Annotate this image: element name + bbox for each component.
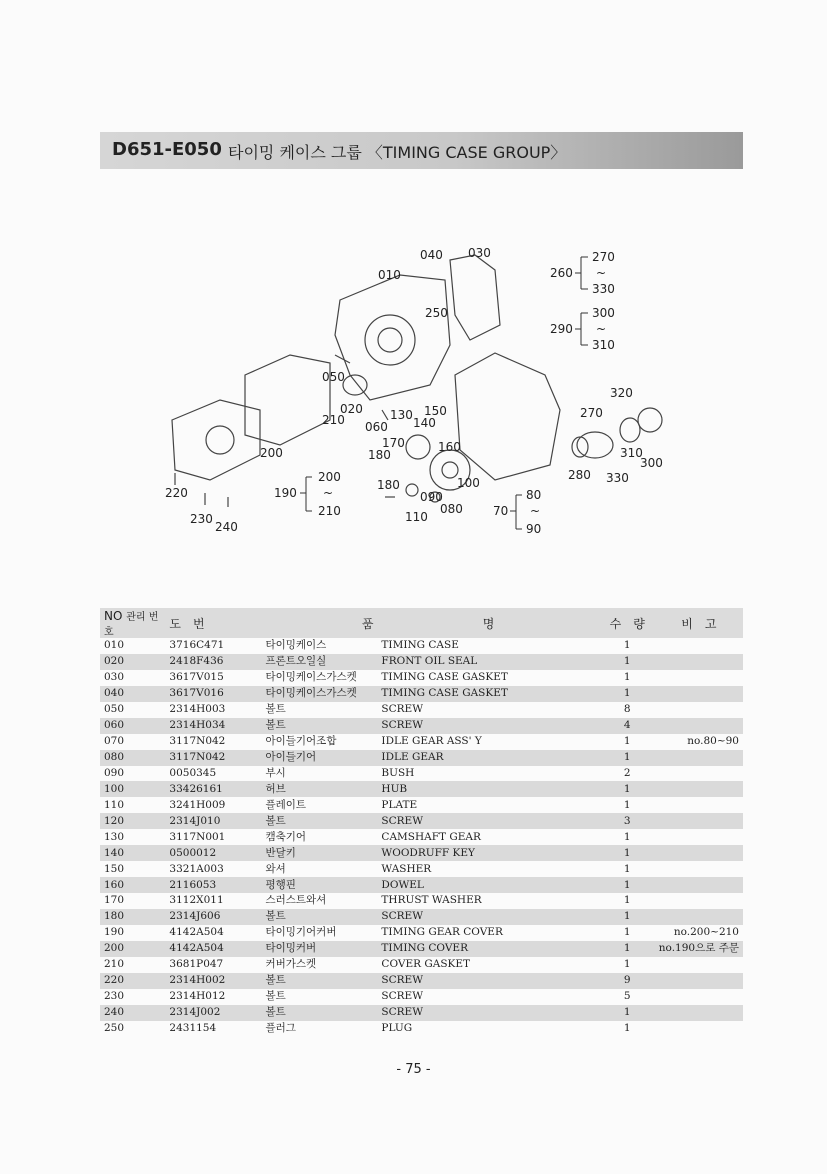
svg-text:~: ~	[323, 486, 334, 500]
svg-text:~: ~	[596, 322, 607, 336]
cell-no: 030	[104, 671, 125, 684]
cell-kr: 허브	[261, 781, 377, 797]
cell-qty: 1	[600, 686, 655, 702]
label-030: 030	[468, 246, 491, 260]
table-row	[100, 973, 743, 989]
cell-en: SCREW	[377, 813, 599, 829]
cell-rem	[655, 718, 743, 734]
cell-code: 4142A504	[165, 941, 261, 957]
header-no: NO 관리 번호	[100, 608, 165, 638]
cell-qty: 1	[623, 958, 631, 971]
cell-en: TIMING COVER	[377, 941, 599, 957]
cell-kr: 볼트	[265, 703, 286, 716]
camshaft-gear	[406, 435, 430, 459]
label-260-to: 330	[592, 282, 615, 296]
table-row	[100, 766, 743, 782]
cell-en: TIMING GEAR COVER	[381, 926, 503, 939]
cell-no: 200	[100, 941, 165, 957]
cell-rem	[655, 766, 743, 782]
cell-no: 170	[104, 894, 125, 907]
cell-kr: 볼트	[261, 973, 377, 989]
timing-case-gasket	[450, 255, 500, 340]
cell-no: 240	[100, 1005, 165, 1021]
label-080: 080	[440, 502, 463, 516]
cell-kr: 플레이트	[265, 798, 307, 811]
cell-code: 2314J002	[165, 1005, 261, 1021]
table-row	[100, 813, 743, 829]
cell-rem: no.190으로 주문	[655, 941, 743, 957]
cell-no: 040	[100, 686, 165, 702]
label-330: 330	[606, 471, 629, 485]
label-320: 320	[610, 386, 633, 400]
label-190-to: 210	[318, 504, 341, 518]
cell-rem	[655, 654, 743, 670]
cell-qty: 1	[623, 1021, 631, 1034]
cell-rem	[655, 702, 743, 718]
cell-rem	[655, 781, 743, 797]
cell-en: FRONT OIL SEAL	[377, 654, 599, 670]
label-020: 020	[340, 402, 363, 416]
cell-qty: 1	[600, 654, 655, 670]
cell-no: 140	[100, 845, 165, 861]
cell-qty: 1	[623, 735, 631, 748]
cell-rem	[655, 797, 743, 813]
cell-code: 2418F436	[165, 654, 261, 670]
cell-code: 2314H002	[165, 973, 261, 989]
svg-text:~: ~	[530, 504, 541, 518]
cell-en: CAMSHAFT GEAR	[381, 830, 481, 843]
cell-rem	[655, 861, 743, 877]
cell-rem	[655, 973, 743, 989]
label-70: 70	[493, 504, 509, 518]
cell-no: 020	[100, 654, 165, 670]
cell-kr: 프론트오일실	[261, 654, 377, 670]
label-240: 240	[215, 520, 238, 534]
table-row	[100, 957, 743, 973]
cell-kr: 볼트	[261, 1005, 377, 1021]
label-300: 300	[640, 456, 663, 470]
cell-en: THRUST WASHER	[381, 894, 482, 907]
cell-no: 100	[100, 781, 165, 797]
timing-gear-cover	[172, 400, 260, 480]
cell-no: 110	[104, 798, 125, 811]
header-remarks: 비 고	[655, 608, 743, 638]
label-290: 290	[550, 322, 573, 336]
label-130: 130	[390, 408, 413, 422]
cell-en: SCREW	[381, 990, 424, 1003]
cell-en: IDLE GEAR	[377, 750, 599, 766]
cell-no: 210	[104, 958, 125, 971]
cell-rem	[655, 750, 743, 766]
label-210: 210	[322, 413, 345, 427]
table-row	[100, 750, 743, 766]
label-290-to: 310	[592, 338, 615, 352]
cell-code: 2116053	[165, 877, 261, 893]
cover-gasket	[245, 355, 330, 445]
cell-qty: 8	[623, 703, 631, 716]
cell-kr: 타이밍커버	[261, 941, 377, 957]
label-70-from: 80	[526, 488, 542, 502]
label-230: 230	[190, 512, 213, 526]
label-280: 280	[568, 468, 591, 482]
exploded-parts-diagram	[150, 235, 680, 545]
section-code: D651-E050	[112, 139, 222, 160]
cell-kr: 볼트	[261, 813, 377, 829]
cell-code: 2314J010	[165, 813, 261, 829]
table-row	[100, 686, 743, 702]
label-110: 110	[405, 510, 428, 524]
cell-qty: 1	[623, 862, 631, 875]
cell-no: 080	[100, 750, 165, 766]
cell-no: 130	[104, 830, 125, 843]
engine-block	[455, 353, 560, 480]
cell-code: 3241H009	[169, 798, 226, 811]
cell-rem	[655, 670, 743, 686]
table-row	[100, 941, 743, 957]
parts-table-body	[100, 638, 743, 1036]
cell-en: HUB	[377, 781, 599, 797]
cell-code: 0500012	[165, 845, 261, 861]
cell-no: 090	[104, 766, 125, 779]
cell-no: 050	[104, 703, 125, 716]
table-row	[100, 829, 743, 845]
timing-case	[335, 275, 450, 400]
label-160: 160	[438, 440, 461, 454]
cell-rem	[655, 909, 743, 925]
section-title: 타이밍 케이스 그룹 〈TIMING CASE GROUP〉	[228, 143, 567, 162]
cell-en: DOWEL	[377, 877, 599, 893]
table-row	[100, 654, 743, 670]
cell-no: 060	[100, 718, 165, 734]
table-row	[100, 670, 743, 686]
label-040: 040	[420, 248, 443, 262]
cell-rem	[655, 686, 743, 702]
cell-code: 2314H034	[165, 718, 261, 734]
label-060: 060	[365, 420, 388, 434]
cell-qty: 2	[623, 766, 631, 779]
cell-code: 0050345	[169, 766, 217, 779]
table-row	[100, 893, 743, 909]
label-220: 220	[165, 486, 188, 500]
cell-code: 3716C471	[169, 639, 225, 652]
cell-en: IDLE GEAR ASS' Y	[381, 735, 482, 748]
cell-qty: 1	[600, 877, 655, 893]
label-270: 270	[580, 406, 603, 420]
label-190-from: 200	[318, 470, 341, 484]
cell-rem	[655, 989, 743, 1005]
table-row	[100, 989, 743, 1005]
cell-qty: 1	[623, 798, 631, 811]
table-row	[100, 925, 743, 941]
label-180a: 180	[368, 448, 391, 462]
cell-kr: 볼트	[261, 718, 377, 734]
cell-en: SCREW	[377, 909, 599, 925]
svg-text:~: ~	[596, 266, 607, 280]
cell-kr: 평행핀	[261, 877, 377, 893]
cell-en: WASHER	[381, 862, 432, 875]
cell-no: 180	[100, 909, 165, 925]
cell-qty: 1	[623, 894, 631, 907]
header-name-kr: 품	[261, 608, 377, 638]
cell-en: PLUG	[381, 1021, 413, 1034]
cell-en: SCREW	[377, 973, 599, 989]
cell-no: 190	[104, 926, 125, 939]
cell-qty: 1	[623, 671, 631, 684]
cell-qty: 1	[600, 1005, 655, 1021]
cell-no: 010	[104, 639, 125, 652]
cell-rem	[655, 813, 743, 829]
cell-en: SCREW	[381, 703, 424, 716]
cell-rem	[655, 638, 743, 654]
label-170: 170	[382, 436, 405, 450]
label-200: 200	[260, 446, 283, 460]
cell-kr: 타이밍기어커버	[265, 926, 337, 939]
cell-no: 150	[104, 862, 125, 875]
label-150: 150	[424, 404, 447, 418]
cell-kr: 타이밍케이스	[265, 639, 327, 652]
label-310: 310	[620, 446, 643, 460]
table-row	[100, 861, 743, 877]
cell-qty: 1	[600, 941, 655, 957]
cell-kr: 타이밍케이스가스켓	[265, 671, 357, 684]
cell-en: SCREW	[377, 718, 599, 734]
cell-qty: 1	[623, 926, 631, 939]
cell-kr: 플러그	[265, 1021, 296, 1034]
cell-code: 2314H012	[169, 990, 226, 1003]
label-100: 100	[457, 476, 480, 490]
cell-kr: 아이들기어조합	[265, 735, 337, 748]
cell-en: TIMING CASE GASKET	[381, 671, 508, 684]
cell-qty: 1	[623, 639, 631, 652]
cell-no: 160	[100, 877, 165, 893]
label-190: 190	[274, 486, 297, 500]
cell-rem	[655, 1005, 743, 1021]
label-70-to: 90	[526, 522, 542, 536]
cell-kr: 부시	[265, 766, 286, 779]
cell-en: WOODRUFF KEY	[377, 845, 599, 861]
table-row	[100, 734, 743, 750]
cell-kr: 스러스트와셔	[265, 894, 327, 907]
cell-qty: 1	[600, 845, 655, 861]
cell-code: 3321A003	[169, 862, 224, 875]
cell-rem	[655, 957, 743, 973]
label-290-from: 300	[592, 306, 615, 320]
cell-no: 070	[104, 735, 125, 748]
parts-table	[100, 608, 743, 1036]
label-180b: 180	[377, 478, 400, 492]
cell-no: 230	[104, 990, 125, 1003]
cell-code: 3617V015	[169, 671, 224, 684]
label-140: 140	[413, 416, 436, 430]
table-row	[100, 877, 743, 893]
table-row	[100, 1021, 743, 1037]
cell-en: SCREW	[377, 1005, 599, 1021]
cell-rem	[655, 877, 743, 893]
cell-kr: 캠축기어	[265, 830, 307, 843]
cell-code: 3681P047	[169, 958, 224, 971]
cell-qty: 1	[600, 750, 655, 766]
cell-no: 120	[100, 813, 165, 829]
cell-code: 3112X011	[169, 894, 224, 907]
label-260-from: 270	[592, 250, 615, 264]
cell-code: 3617V016	[165, 686, 261, 702]
fuel-camshaft-parts	[577, 432, 613, 458]
cell-code: 2314J606	[165, 909, 261, 925]
label-090: 090	[420, 490, 443, 504]
cell-kr: 커버가스켓	[265, 958, 317, 971]
cell-kr: 와셔	[265, 862, 286, 875]
cell-kr: 아이들기어	[261, 750, 377, 766]
cell-rem: no.200~210	[673, 926, 739, 939]
cell-en: TIMING CASE	[381, 639, 459, 652]
cell-en: PLATE	[381, 798, 418, 811]
label-260: 260	[550, 266, 573, 280]
cell-en: COVER GASKET	[381, 958, 471, 971]
cell-kr: 타이밍케이스가스켓	[261, 686, 377, 702]
header-qty: 수 량	[600, 608, 655, 638]
table-row	[100, 702, 743, 718]
table-header	[100, 608, 743, 638]
cell-rem	[655, 893, 743, 909]
table-row	[100, 781, 743, 797]
cell-code: 33426161	[165, 781, 261, 797]
cell-qty: 3	[600, 813, 655, 829]
header-drawing-no: 도 번	[165, 608, 261, 638]
cell-qty: 9	[600, 973, 655, 989]
cell-code: 2431154	[169, 1021, 217, 1034]
cell-rem	[655, 1021, 743, 1037]
cell-kr: 볼트	[265, 990, 286, 1003]
page-number: - 75 -	[396, 1062, 431, 1077]
cell-code: 2314H003	[169, 703, 226, 716]
table-row	[100, 638, 743, 654]
cell-qty: 4	[600, 718, 655, 734]
table-row	[100, 718, 743, 734]
cell-no: 220	[100, 973, 165, 989]
cell-en: BUSH	[381, 766, 415, 779]
cell-code: 4142A504	[169, 926, 224, 939]
front-oil-seal	[343, 375, 367, 395]
table-row	[100, 1005, 743, 1021]
cell-qty: 5	[623, 990, 631, 1003]
table-row	[100, 909, 743, 925]
cell-rem: no.80~90	[687, 735, 739, 748]
cell-code: 3117N001	[169, 830, 226, 843]
cell-en: TIMING CASE GASKET	[377, 686, 599, 702]
cell-qty: 1	[600, 781, 655, 797]
label-010: 010	[378, 268, 401, 282]
cell-kr: 반달키	[261, 845, 377, 861]
cell-code: 3117N042	[169, 735, 226, 748]
cell-code: 3117N042	[165, 750, 261, 766]
table-row	[100, 845, 743, 861]
section-title-bar	[100, 132, 743, 169]
header-name-en: 명	[377, 608, 599, 638]
cell-kr: 볼트	[261, 909, 377, 925]
cell-no: 250	[104, 1021, 125, 1034]
label-050: 050	[322, 370, 345, 384]
cell-rem	[655, 845, 743, 861]
cell-qty: 1	[623, 830, 631, 843]
cell-qty: 1	[600, 909, 655, 925]
cell-rem	[655, 829, 743, 845]
table-row	[100, 797, 743, 813]
label-250: 250	[425, 306, 448, 320]
